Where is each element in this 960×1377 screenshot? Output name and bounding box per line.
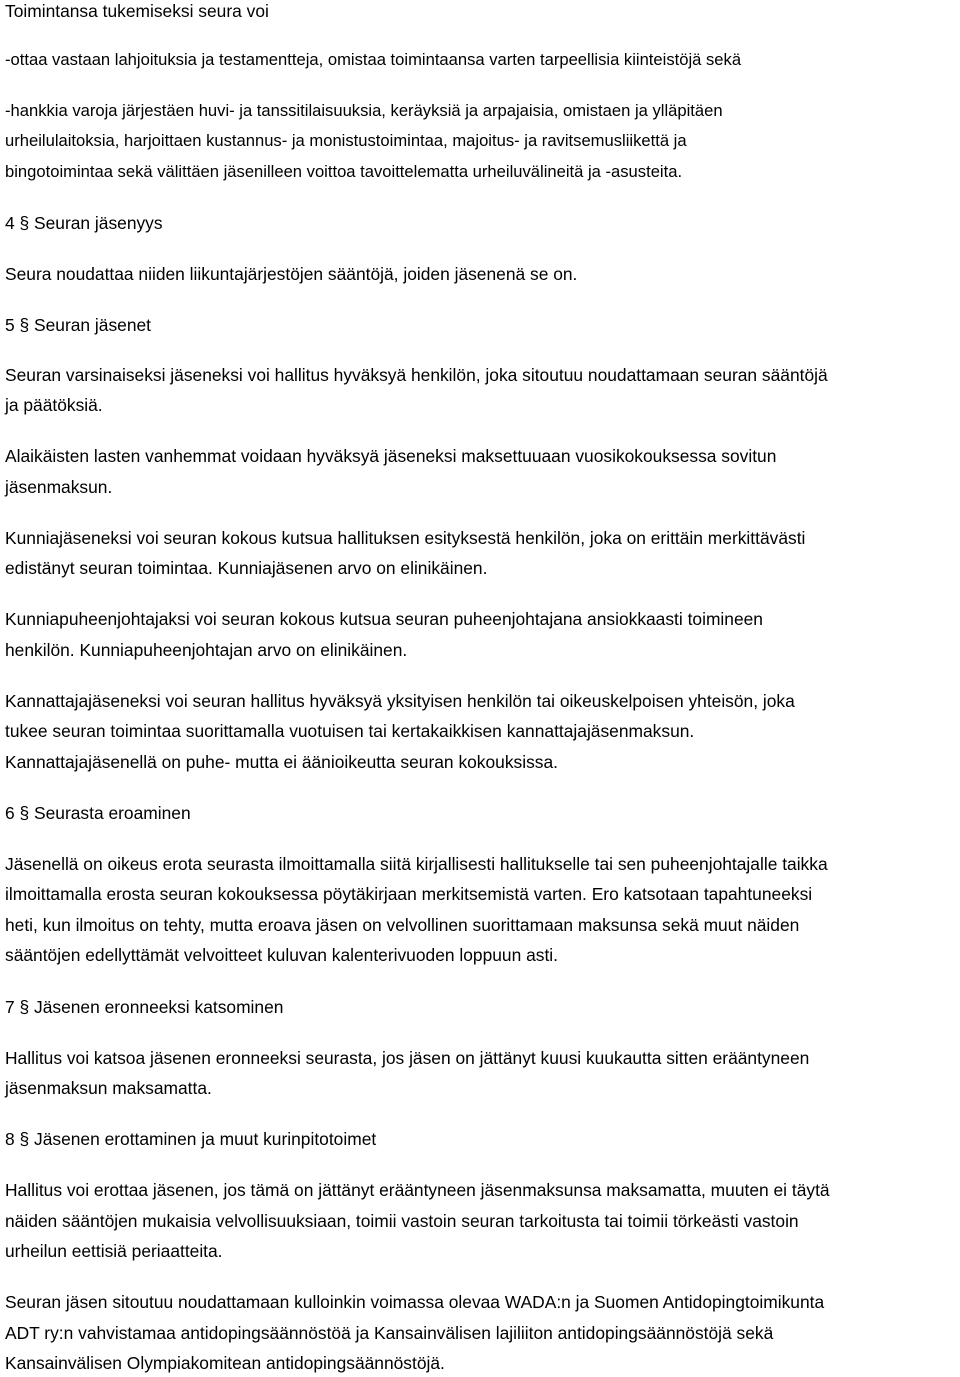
section-6-paragraph-line-2: ilmoittamalla erosta seuran kokouksessa pöytäkirjaan merkitsemistä varten. Ero katsotaan tapahtuneeksi [5,884,813,904]
section-5-paragraph-1-line-2: ja päätöksiä. [5,395,103,415]
section-6-heading: 6 § Seurasta eroaminen [5,803,191,823]
section-7-heading: 7 § Jäsenen eronneeksi katsominen [5,997,284,1017]
section-5-paragraph-2-line-2: jäsenmaksun. [5,477,113,497]
section-7-paragraph-line-2: jäsenmaksun maksamatta. [5,1078,212,1098]
section-5-heading: 5 § Seuran jäsenet [5,315,151,335]
section-5-paragraph-3-line-2: edistänyt seuran toimintaa. Kunniajäsenen arvo on elinikäinen. [5,558,488,578]
section-4-paragraph: Seura noudattaa niiden liikuntajärjestöjen sääntöjä, joiden jäsenenä se on. [5,264,578,284]
section-7-paragraph-line-1: Hallitus voi katsoa jäsenen eronneeksi seurasta, jos jäsen on jättänyt kuusi kuukautta sitten erääntyneen [5,1048,810,1068]
intro-paragraph-1: -ottaa vastaan lahjoituksia ja testamentteja, omistaa toimintaansa varten tarpeellisia kiinteistöjä sekä [5,50,742,69]
section-8-paragraph-1-line-2: näiden sääntöjen mukaisia velvollisuuksiaan, toimii vastoin seuran tarkoitusta tai toimii törkeästi vastoin [5,1211,799,1231]
section-5-paragraph-5-line-2: tukee seuran toimintaa suorittamalla vuotuisen tai kertakaikkisen kannattajajäsenmaksun. [5,721,695,741]
section-5-paragraph-5-line-1: Kannattajajäseneksi voi seuran hallitus hyväksyä yksityisen henkilön tai oikeuskelpoisen yhteisön, joka [5,691,795,711]
intro-paragraph-2-line-2: urheilulaitoksia, harjoittaen kustannus- ja monistustoimintaa, majoitus- ja ravitsemusliikettä ja [5,131,687,150]
section-8-paragraph-1-line-3: urheilun eettisiä periaatteita. [5,1241,223,1261]
section-8-paragraph-2-line-1: Seuran jäsen sitoutuu noudattamaan kulloinkin voimassa olevaa WADA:n ja Suomen Antidopingtoimikunta [5,1292,825,1312]
intro-paragraph-2-line-1: -hankkia varoja järjestäen huvi- ja tanssitilaisuuksia, keräyksiä ja arpajaisia, omistaen ja ylläpitäen [5,101,723,120]
section-6-paragraph-line-4: sääntöjen edellyttämät velvoitteet kuluvan kalenterivuoden loppuun asti. [5,945,558,965]
intro-paragraph-2-line-3: bingotoimintaa sekä välittäen jäsenilleen voittoa tavoittelematta urheiluvälineitä ja -asusteita. [5,162,683,181]
intro-heading: Toimintansa tukemiseksi seura voi [5,1,269,21]
section-6-paragraph-line-1: Jäsenellä on oikeus erota seurasta ilmoittamalla siitä kirjallisesti hallitukselle tai sen puheenjohtajalle taikka [5,854,828,874]
section-5-paragraph-1-line-1: Seuran varsinaiseksi jäseneksi voi hallitus hyväksyä henkilön, joka sitoutuu noudattamaan seuran sääntöjä [5,365,828,385]
section-5-paragraph-4-line-2: henkilön. Kunniapuheenjohtajan arvo on elinikäinen. [5,640,408,660]
section-4-heading: 4 § Seuran jäsenyys [5,213,163,233]
section-8-paragraph-2-line-3: Kansainvälisen Olympiakomitean antidopingsäännöstöjä. [5,1353,445,1373]
section-5-paragraph-5-line-3: Kannattajajäsenellä on puhe- mutta ei äänioikeutta seuran kokouksissa. [5,752,558,772]
section-5-paragraph-2-line-1: Alaikäisten lasten vanhemmat voidaan hyväksyä jäseneksi maksettuuaan vuosikokouksessa sovitun [5,446,777,466]
section-6-paragraph-line-3: heti, kun ilmoitus on tehty, mutta eroava jäsen on velvollinen suorittamaan maksunsa sekä muut näiden [5,915,800,935]
section-8-paragraph-1-line-1: Hallitus voi erottaa jäsenen, jos tämä on jättänyt erääntyneen jäsenmaksunsa maksamatta, muuten ei täytä [5,1180,830,1200]
section-8-heading: 8 § Jäsenen erottaminen ja muut kurinpitotoimet [5,1129,377,1149]
section-5-paragraph-3-line-1: Kunniajäseneksi voi seuran kokous kutsua hallituksen esityksestä henkilön, joka on erittäin merkittävästi [5,528,806,548]
section-8-paragraph-2-line-2: ADT ry:n vahvistamaa antidopingsäännöstöä ja Kansainvälisen lajiliiton antidopingsäännöstöjä sekä [5,1323,774,1343]
section-5-paragraph-4-line-1: Kunniapuheenjohtajaksi voi seuran kokous kutsua seuran puheenjohtajana ansiokkaasti toimineen [5,609,763,629]
